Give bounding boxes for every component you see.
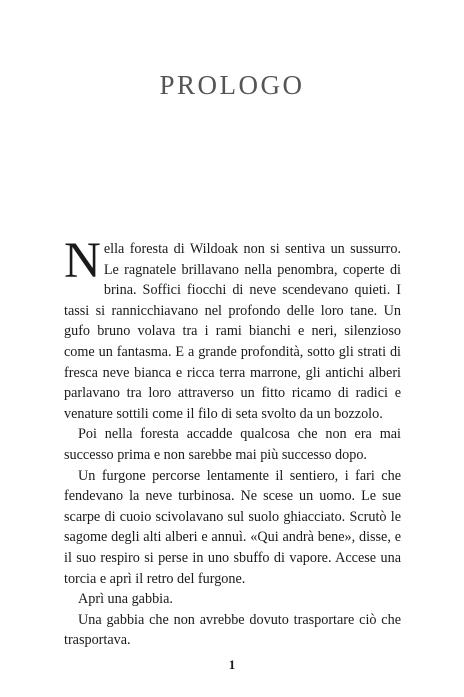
page-number: 1 xyxy=(228,657,236,672)
chapter-title: PROLOGO xyxy=(159,70,305,100)
chapter-body xyxy=(64,233,401,651)
paragraph xyxy=(64,233,401,424)
drop-cap: N xyxy=(64,233,101,289)
paragraph: Un furgone percorse lentamente il sentiero, i fari che fendevano la neve turbinosa. Ne scese un uomo. Le sue scarpe di cuoio scivolavano sul suolo ghiacciato. Scrutò le sagome degli alti alberi e annuì. «Qui andrà bene», disse, e il suo respiro si perse in uno sbuffo di vapore. Accese una torcia e aprì il retro del furgone. xyxy=(64,467,401,587)
paragraph: Aprì una gabbia. xyxy=(78,591,173,608)
paragraph: Una gabbia che non avrebbe dovuto trasportare ciò che trasportava. xyxy=(64,611,401,649)
paragraph-text: ella foresta di Wildoak non si sentiva un sussurro. Le ragnatele brillavano nella penombra, coperte di brina. Soffici fiocchi di neve scendevano quieti. I tassi si rannicchiavano nel profondo delle loro tane. Un gufo bruno volava tra i rami bianchi e neri, silenzioso come un fantasma. E a grande profondità, sotto gli strati di fresca neve bianca e ricca terra marrone, gli antichi alberi parlavano tra loro attraverso un fitto ricamo di radici e venature sottili come il filo di seta svolto da un bozzolo. xyxy=(64,241,401,422)
paragraph: Poi nella foresta accadde qualcosa che non era mai successo prima e non sarebbe mai più successo dopo. xyxy=(64,426,401,463)
